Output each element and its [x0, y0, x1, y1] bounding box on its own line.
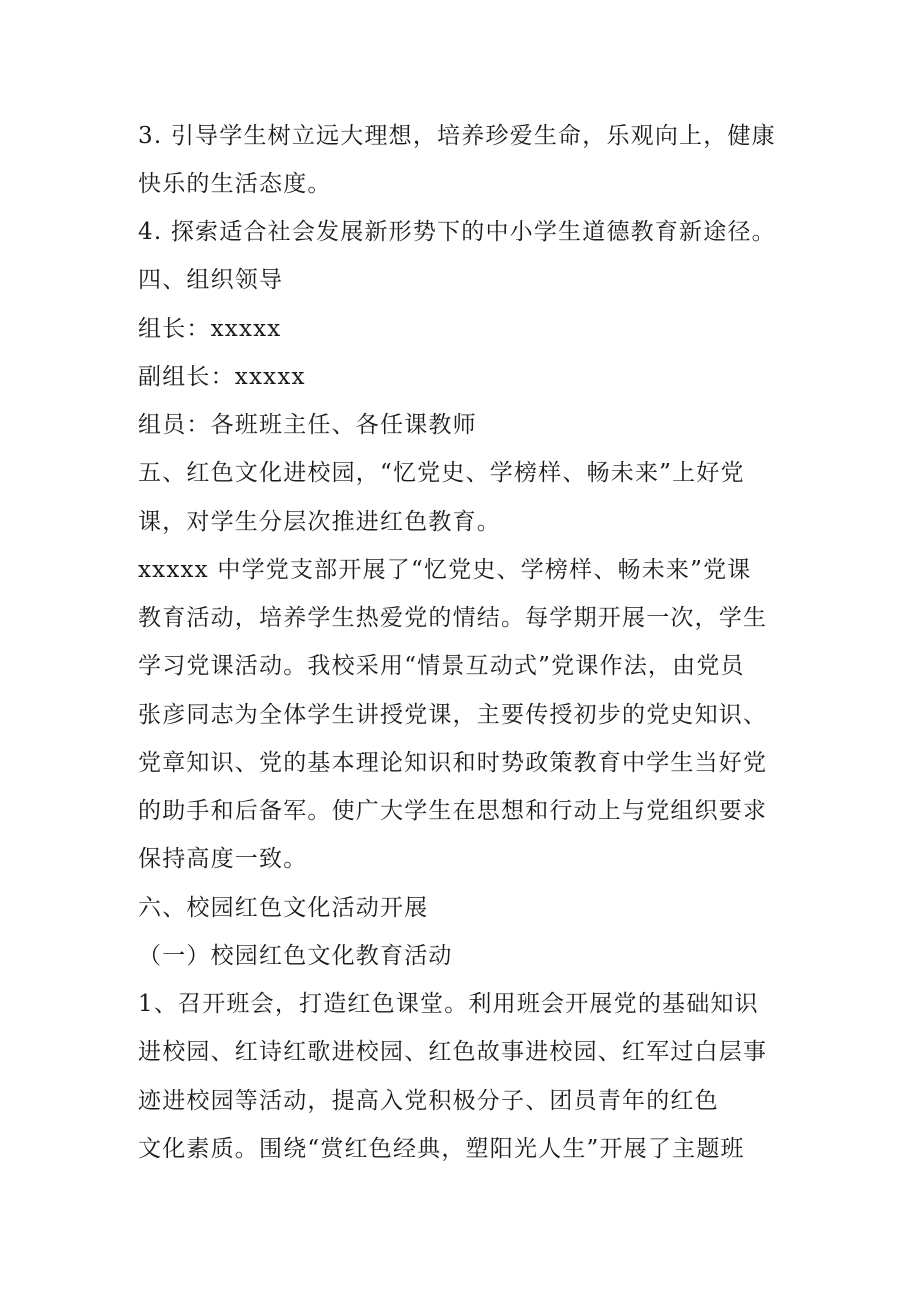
- text-line: 的助手和后备军。使广大学生在思想和行动上与党组织要求: [138, 798, 768, 824]
- section-heading: 四、组织领导: [138, 267, 284, 293]
- section-heading: 五、红色文化进校园，“忆党史、学榜样、畅未来”上好党: [138, 460, 745, 486]
- text-line: 快乐的生活态度。: [138, 171, 332, 197]
- text-line: 学习党课活动。我校采用“情景互动式”党课作法，由党员: [138, 653, 745, 679]
- text-line: 教育活动，培养学生热爱党的情结。每学期开展一次，学生: [138, 605, 768, 631]
- subsection-heading: （一）校园红色文化教育活动: [138, 943, 453, 969]
- text-line: 组员：各班班主任、各任课教师: [138, 412, 477, 438]
- text-line: 1、召开班会，打造红色课堂。利用班会开展党的基础知识: [138, 991, 759, 1017]
- text-line: 组长：xxxxx: [138, 316, 282, 342]
- text-line: 张彦同志为全体学生讲授党课，主要传授初步的党史知识、: [138, 702, 768, 728]
- text-line: 4. 探索适合社会发展新形势下的中小学生道德教育新途径。: [138, 219, 776, 245]
- section-heading: 六、校园红色文化活动开展: [138, 895, 429, 921]
- text-line: 进校园、红诗红歌进校园、红色故事进校园、红军过白层事: [138, 1039, 768, 1065]
- text-line: 副组长：xxxxx: [138, 364, 306, 390]
- text-line: 保持高度一致。: [138, 846, 308, 872]
- text-line: 迹进校园等活动，提高入党积极分子、团员青年的红色: [138, 1088, 719, 1114]
- text-line: 课，对学生分层次推进红色教育。: [138, 509, 501, 535]
- text-line: 3. 引导学生树立远大理想，培养珍爱生命，乐观向上，健康: [138, 123, 776, 149]
- text-line: 党章知识、党的基本理论知识和时势政策教育中学生当好党: [138, 750, 768, 776]
- text-line: xxxxx 中学党支部开展了“忆党史、学榜样、畅未来”党课: [138, 557, 752, 583]
- text-line: 文化素质。围绕“赏红色经典，塑阳光人生”开展了主题班: [138, 1136, 745, 1162]
